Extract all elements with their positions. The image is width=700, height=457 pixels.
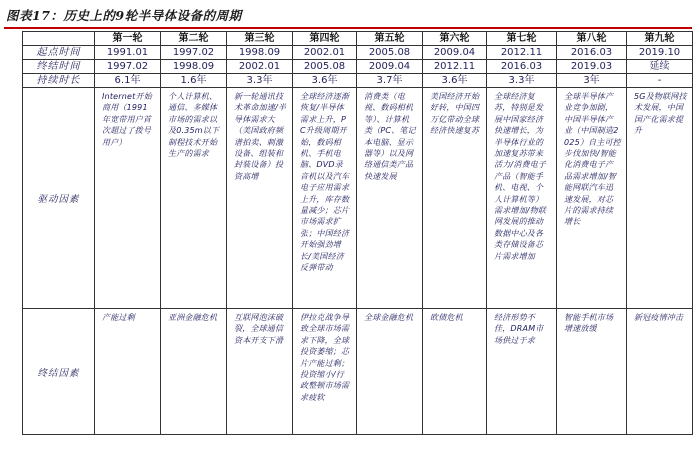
- row-label: 起点时间: [23, 46, 95, 60]
- table-cell: [161, 309, 227, 435]
- cell-text: 全球经济复苏，特别是发展中国家经济快速增长，为半导体行业的加速复苏带来活力/消费电子产品（智能手机、电视、个人计算机等）需求增加/物联网发展的推动数据中心及各类存储设备芯片需求增加: [494, 92, 547, 261]
- header-cell: 第四轮: [293, 32, 357, 46]
- table-cell: -: [627, 74, 693, 88]
- table-cell: 1991.01: [95, 46, 161, 60]
- table-cell: 延续: [627, 60, 693, 74]
- cell-text: Internet开始商用（1991年宽带用户首次超过了拨号用户）: [102, 92, 152, 147]
- cell-text: 产能过剩: [102, 313, 135, 322]
- cell-text: 亚洲金融危机: [168, 313, 218, 322]
- table-cell: 1998.09: [227, 46, 293, 60]
- cell-text: 新一轮通讯技术革命加速/半导体需求大（美国政府频谱拍卖、刺激设备、组装和封装设备）投资高增: [234, 92, 287, 181]
- table-cell: [95, 309, 161, 435]
- table-cell: [293, 88, 357, 309]
- cell-text: 全球金融危机: [364, 313, 414, 322]
- table-cell: 2009.04: [423, 46, 487, 60]
- table-row: [23, 74, 693, 88]
- cell-text: 消费类（电视、数码相机等）、计算机类（PC、笔记本电脑、显示器等）以及网络通信类产品快速发展: [364, 92, 416, 181]
- cell-text: 伊拉克战争导致全球市场需求下降，全球投资萎缩；芯片产能过剩；投资缩小/行政整顿市场需求疲软: [300, 313, 350, 402]
- table-cell: 2005.08: [357, 46, 423, 60]
- table-cell: 2016.03: [557, 46, 627, 60]
- row-label: 终结时间: [23, 60, 95, 74]
- cell-text: 5G及物联网技术发展，中国国产化需求提升: [634, 92, 687, 136]
- row-label: 驱动因素: [23, 88, 95, 309]
- table-cell: [627, 309, 693, 435]
- table-cell: [423, 88, 487, 309]
- table-row: [23, 60, 693, 74]
- table-cell: [557, 88, 627, 309]
- table-cell: [487, 309, 557, 435]
- header-cell: 第九轮: [627, 32, 693, 46]
- cell-text: 美国经济开始好转，中国四万亿带动全球经济快速复苏: [430, 92, 480, 136]
- table-cell: 1.6年: [161, 74, 227, 88]
- table-cell: 2005.08: [293, 60, 357, 74]
- table-cell: 1997.02: [161, 46, 227, 60]
- row-label: 终结因素: [23, 309, 95, 435]
- header-cell: 第六轮: [423, 32, 487, 46]
- header-cell: 第五轮: [357, 32, 423, 46]
- table-cell: 2019.03: [557, 60, 627, 74]
- table-cell: [95, 88, 161, 309]
- table-cell: 3.7年: [357, 74, 423, 88]
- table-cell: 3.3年: [487, 74, 557, 88]
- row-label: 持续时长: [23, 74, 95, 88]
- table-cell: 2012.11: [487, 46, 557, 60]
- table-row: [23, 309, 693, 435]
- table-cell: 3.6年: [423, 74, 487, 88]
- table-cell: [627, 88, 693, 309]
- table-cell: [293, 309, 357, 435]
- table-cell: [357, 309, 423, 435]
- table-cell: 3.6年: [293, 74, 357, 88]
- header-cell: 第三轮: [227, 32, 293, 46]
- cell-text: 新冠疫情冲击: [634, 313, 684, 322]
- header-cell: [23, 32, 95, 46]
- header-row: [23, 32, 693, 46]
- cell-text: 智能手机市场增速放缓: [564, 313, 614, 334]
- table-cell: 2002.01: [227, 60, 293, 74]
- table-cell: 1998.09: [161, 60, 227, 74]
- header-cell: 第八轮: [557, 32, 627, 46]
- table-cell: [557, 309, 627, 435]
- table-cell: 2002.01: [293, 46, 357, 60]
- table-cell: 2016.03: [487, 60, 557, 74]
- table-cell: 2009.04: [357, 60, 423, 74]
- header-cell: 第一轮: [95, 32, 161, 46]
- table-cell: 1997.02: [95, 60, 161, 74]
- cell-text: 互联网泡沫破裂，全球通信资本开支下滑: [234, 313, 284, 345]
- cell-text: 经济形势不佳，DRAM市场供过于求: [494, 313, 544, 345]
- cycle-table: [22, 31, 693, 435]
- table-cell: 3.3年: [227, 74, 293, 88]
- table-cell: [423, 309, 487, 435]
- cell-text: 全球经济逐渐恢复/半导体需求上升，PC升级周期开始，数码相机、手机电脑、DVD录音机以及汽车电子应用需求上升，库存数量减少；芯片市场需求扩张；中国经济开始强劲增长/美国经济反弹带动: [300, 92, 350, 273]
- cell-text: 欧债危机: [430, 313, 463, 322]
- table-cell: 2019.10: [627, 46, 693, 60]
- figure-title: 图表17：历史上的9轮半导体设备的周期: [6, 8, 242, 23]
- header-cell: 第二轮: [161, 32, 227, 46]
- table-cell: [487, 88, 557, 309]
- table-row: [23, 88, 693, 309]
- table-cell: [161, 88, 227, 309]
- header-cell: 第七轮: [487, 32, 557, 46]
- table-row: [23, 46, 693, 60]
- title-rule: [4, 27, 692, 29]
- table-cell: [357, 88, 423, 309]
- table-cell: [227, 88, 293, 309]
- cell-text: 全球半导体产业竞争加剧，中国半导体产业（中国制造2025）自主可控步伐加快/智能化消费电子产品需求增加/智能网联汽车迅速发展，对芯片的需求持续增长: [564, 92, 621, 227]
- table-cell: 6.1年: [95, 74, 161, 88]
- table-cell: [227, 309, 293, 435]
- table-cell: 3年: [557, 74, 627, 88]
- cell-text: 个人计算机、通信、多媒体市场的需求以及0.35m以下制程技术开始生产的需求: [168, 92, 220, 159]
- table-cell: 2012.11: [423, 60, 487, 74]
